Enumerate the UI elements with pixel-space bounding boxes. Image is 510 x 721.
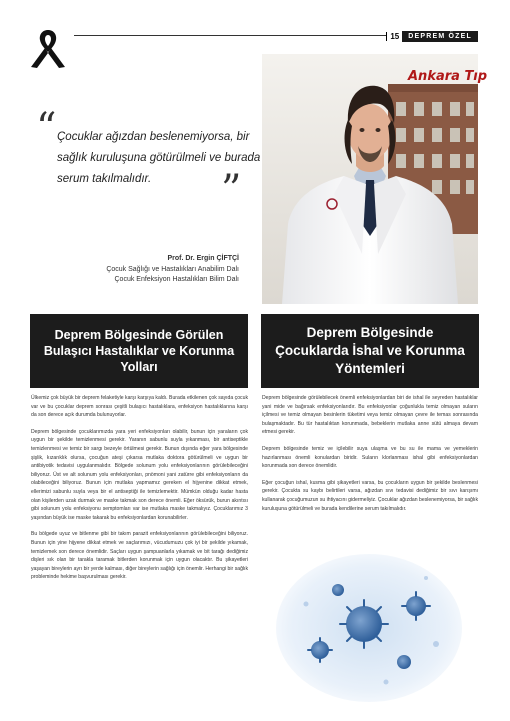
page-header-tag (386, 30, 478, 42)
right-paragraph-3: Eğer çocuğun ishal, kusma gibi şikayetleri varsa, bu çocukların uygun bir şekilde beslenmesi gerekir. Çocukta su kaybı belirtileri varsa, ağızdan sıvı tedavisi dediğimiz bir sıvı karışımı kullanarak çocuğumuzun su ihtiyacını gidermeliyiz. Çocuklar ağızdan beslenemiyorsa, bir sağlık kuruluşuna götürülmeli ve burada kendilerine serum takılmalıdır. (262, 479, 478, 512)
building-sign-text: Ankara Tıp (408, 69, 488, 84)
right-article-body (262, 394, 478, 521)
author-department-1: Çocuk Sağlığı ve Hastalıkları Anabilim Dalı (106, 265, 239, 273)
quote-close-mark: ” (221, 167, 242, 213)
right-article-title: Deprem Bölgesinde Çocuklarda İshal ve Korunma Yöntemleri (275, 325, 465, 376)
left-article-title-box (30, 314, 248, 388)
quote-open-mark: “ (36, 105, 57, 151)
pull-quote: Çocuklar ağızdan beslenemiyorsa, bir sağlık kuruluşuna götürülmeli ve burada serum takılmalıdır. (57, 131, 261, 185)
author-name: Prof. Dr. Ergin ÇİFTÇİ (167, 255, 239, 262)
left-paragraph-3: Bu bölgede uyuz ve bitlenme gibi bir takım parazit enfeksiyonlarının görülebileceğini biliyoruz. Bunun için yine hijyene dikkat etmek ve saçlarımızı, vücudumuzu çok iyi bir şekilde yıkamak, temizlemek son derece önemlidir. Saçları uygun şampuanlarla yıkamak ve bit tarağı dediğimiz dişleri sık olan bir tarakla taramak bitlerden korunmak için uygun olacaktır. Bu şikayetleri yaşayan bireylerin ayrı bir yerde kalması, diğer bireylerin sağlığı için önemlir. Herhangi bir sağlık probleminde hekime başvurulması gerekir. (31, 531, 248, 581)
author-block (106, 254, 239, 286)
left-article-body (31, 394, 248, 590)
author-department-2: Çocuk Enfeksiyon Hastalıkları Bilim Dalı (114, 276, 239, 283)
left-paragraph-1: Ülkemiz çok büyük bir deprem felaketiyle karşı karşıya kaldı. Burada etkilenen çok sayıda çocuk var ve bu çocuklar deprem sonrası çeşitli bulaşıcı hastalıklara, enfeksiyon hastalıklarına karşı da son derece açık durumda bulunuyorlar. (31, 395, 248, 419)
left-paragraph-2: Deprem bölgesinde çocuklarımızda yara yeri enfeksiyonları olabilir, bunun için yaraların çok uygun bir şekilde temizlenmesi gerekir. Yaranın sabunlu suyla yıkanması, bir antiseptikle temizlenmesi ve temiz bir sargı bezeyle örtülmesi gerekir. Bunun dışında eğer yara bölgesinde şişlik, kızarıklık olursa, çocuğun ateşi çıkarsa mutlaka doktora götürülmeli ve uygun bir antibiyotik tedavisi uygulanmalıdır. Bölgede solunum yolu enfeksiyonlarının görülebileceğini biliyoruz. Üst ve alt solunum yolu enfeksiyonları, pnömoni yani zatürre gibi enfeksiyonların da olabileceğini biliyoruz. Bunun için mutlaka yapmamız gereken el hijyenine dikkat etmek, ellerimizi sabunlu suyla veya bir el antiseptiği ile temizlemektir. Mümkün olduğu kadar hasta olan kişilerden uzak durmak ve maske takmak son derece önemli. Eğer öksürük, burun akıntısı gibi solunum yolu enfeksiyonu semptomları var ise mutlaka maske takmalıyız. Çocuklarımız 3 yaşından büyük ise maske takarak bu enfeksiyonlardan korunabilirler. (31, 428, 248, 521)
mourning-ribbon-icon (28, 26, 68, 70)
virus-illustration (276, 554, 462, 702)
author-photo (262, 54, 488, 304)
right-paragraph-2: Deprem bölgesinde temiz ve içilebilir suya ulaşma ve bu su ile mama ve yemeklerin hazırlanması önemli konulardan biridir. Suların klorlanması ishal gibi enfeksiyonlardan korunmada son derece önemlidir. (262, 445, 478, 470)
right-paragraph-1: Deprem bölgesinde görülebilecek önemli enfeksiyonlardan biri de ishal ile seyreden hastalıklar yani mide ve bağırsak enfeksiyonlarıdır. Bu enfeksiyonlar çoğunlukla temiz olmayan suların içilmesi ve temiz olmayan besinlerin tüketimi veya temiz olmayan çevre ile temas sonrasında bulaşmaktadır. Bu tür hastalıktan korunmada, bebeklerin mutlaka anne sütü almaya devam etmesi gerekir. (262, 395, 478, 436)
page-number: 15 (386, 32, 402, 41)
right-article-title-box (261, 314, 479, 388)
section-label: DEPREM ÖZEL (402, 31, 478, 42)
left-article-title: Deprem Bölgesinde Görülen Bulaşıcı Hastalıklar ve Korunma Yolları (43, 328, 235, 374)
